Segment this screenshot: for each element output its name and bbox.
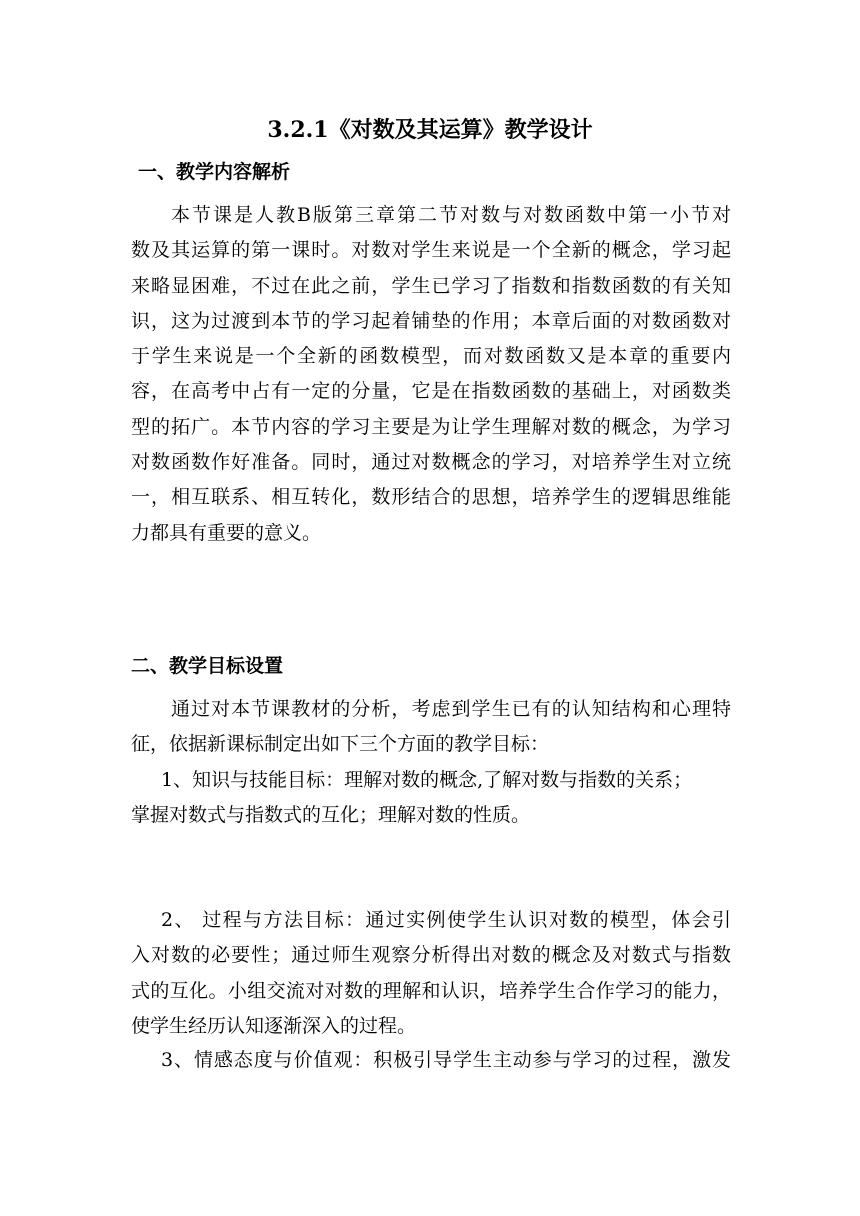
paragraph-line: 2、 过程与方法目标：通过实例使学生认识对数的模型，体会引 (161, 909, 731, 931)
paragraph-content-analysis (131, 198, 731, 551)
paragraph-line: 对数函数作好准备。同时，通过对数概念的学习，对培养学生对立统 (131, 451, 731, 474)
paragraph-goal-knowledge (131, 763, 731, 834)
paragraph-line: 通过对本节课教材的分析，考虑到学生已有的认知结构和心理特 (171, 698, 731, 720)
paragraph-line: 式的互化。小组交流对对数的理解和认识，培养学生合作学习的能力， (131, 979, 731, 1002)
paragraph-line: 型的拓广。本节内容的学习主要是为让学生理解对数的概念，为学习 (131, 415, 731, 438)
paragraph-goal-process (131, 903, 731, 1044)
document-title: 3.2.1《对数及其运算》教学设计 (267, 117, 593, 143)
paragraph-line: 识，这为过渡到本节的学习起着铺垫的作用；本章后面的对数函数对 (131, 309, 731, 332)
paragraph-line: 数及其运算的第一课时。对数对学生来说是一个全新的概念，学习起 (131, 239, 731, 262)
paragraph-line: 使学生经历认知逐渐深入的过程。 (131, 1014, 417, 1037)
paragraph-line: 容，在高考中占有一定的分量，它是在指数函数的基础上，对函数类 (131, 380, 731, 403)
section-heading-teaching-goals: 二、教学目标设置 (131, 655, 284, 677)
paragraph-line: 于学生来说是一个全新的函数模型，而对数函数又是本章的重要内 (131, 345, 731, 368)
paragraph-line: 一，相互联系、相互转化，数形结合的思想，培养学生的逻辑思维能 (131, 486, 731, 509)
paragraph-line: 3、情感态度与价值观：积极引导学生主动参与学习的过程，激发 (161, 1049, 731, 1071)
paragraph-line: 来略显困难，不过在此之前，学生已学习了指数和指数函数的有关知 (131, 274, 731, 297)
section-heading-content-analysis: 一、教学内容解析 (138, 161, 291, 183)
paragraph-goals-intro (131, 692, 731, 763)
paragraph-line: 1、知识与技能目标：理解对数的概念,了解对数与指数的关系； (161, 769, 693, 791)
paragraph-line: 征，依据新课标制定出如下三个方面的教学目标： (131, 733, 550, 756)
paragraph-line: 本节课是人教B版第三章第二节对数与对数函数中第一小节对 (171, 204, 731, 226)
paragraph-goal-attitude (131, 1043, 731, 1078)
paragraph-line: 掌握对数式与指数式的互化；理解对数的性质。 (131, 804, 531, 827)
paragraph-line: 力都具有重要的意义。 (131, 521, 322, 544)
paragraph-line: 入对数的必要性；通过师生观察分析得出对数的概念及对数式与指数 (131, 944, 731, 967)
